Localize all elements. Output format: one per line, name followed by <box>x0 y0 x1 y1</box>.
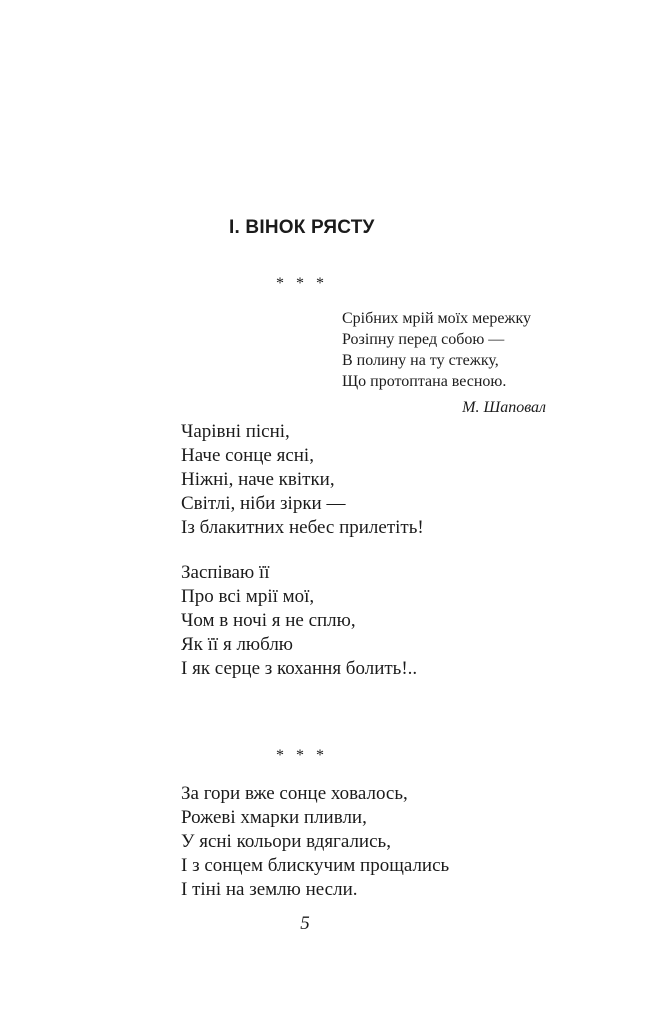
page-number: 5 <box>300 913 310 934</box>
verse-line: Про всі мрії мої, <box>181 586 315 607</box>
verse-line: Як її я люблю <box>181 634 293 655</box>
epigraph-author: М. Шаповал <box>462 399 546 416</box>
section-title: І. ВІНОК РЯСТУ <box>229 217 375 238</box>
poem-stanza <box>181 782 449 902</box>
verse-line: І тіні на землю несли. <box>181 879 358 900</box>
verse-line: Чарівні пісні, <box>181 421 290 442</box>
epigraph-line: В полину на ту стежку, <box>342 352 499 369</box>
verse-line: Заспіваю її <box>181 562 270 583</box>
verse-line: Наче сонце ясні, <box>181 445 314 466</box>
verse-line: Із блакитних небес прилетіть! <box>181 517 424 538</box>
verse-line: Ніжні, наче квітки, <box>181 469 335 490</box>
epigraph-line: Срібних мрій моїх мережку <box>342 310 532 327</box>
epigraph-line: Розіпну перед собою — <box>342 331 505 348</box>
verse-line: За гори вже сонце ховалось, <box>181 783 408 804</box>
verse-line: Світлі, ніби зірки — <box>181 493 346 514</box>
poem-separator-stars: * * * <box>276 275 324 292</box>
verse-line: Рожеві хмарки пливли, <box>181 807 367 828</box>
poem-separator-stars: * * * <box>276 747 324 764</box>
verse-line: У ясні кольори вдягались, <box>181 831 391 852</box>
poem-stanza <box>181 561 417 681</box>
verse-line: Чом в ночі я не сплю, <box>181 610 356 631</box>
verse-line: І з сонцем блискучим прощались <box>181 855 450 876</box>
epigraph-line: Що протоптана весною. <box>342 373 507 390</box>
epigraph <box>342 308 548 392</box>
verse-line: І як серце з кохання болить!.. <box>181 658 418 679</box>
poem-stanza <box>181 420 424 540</box>
